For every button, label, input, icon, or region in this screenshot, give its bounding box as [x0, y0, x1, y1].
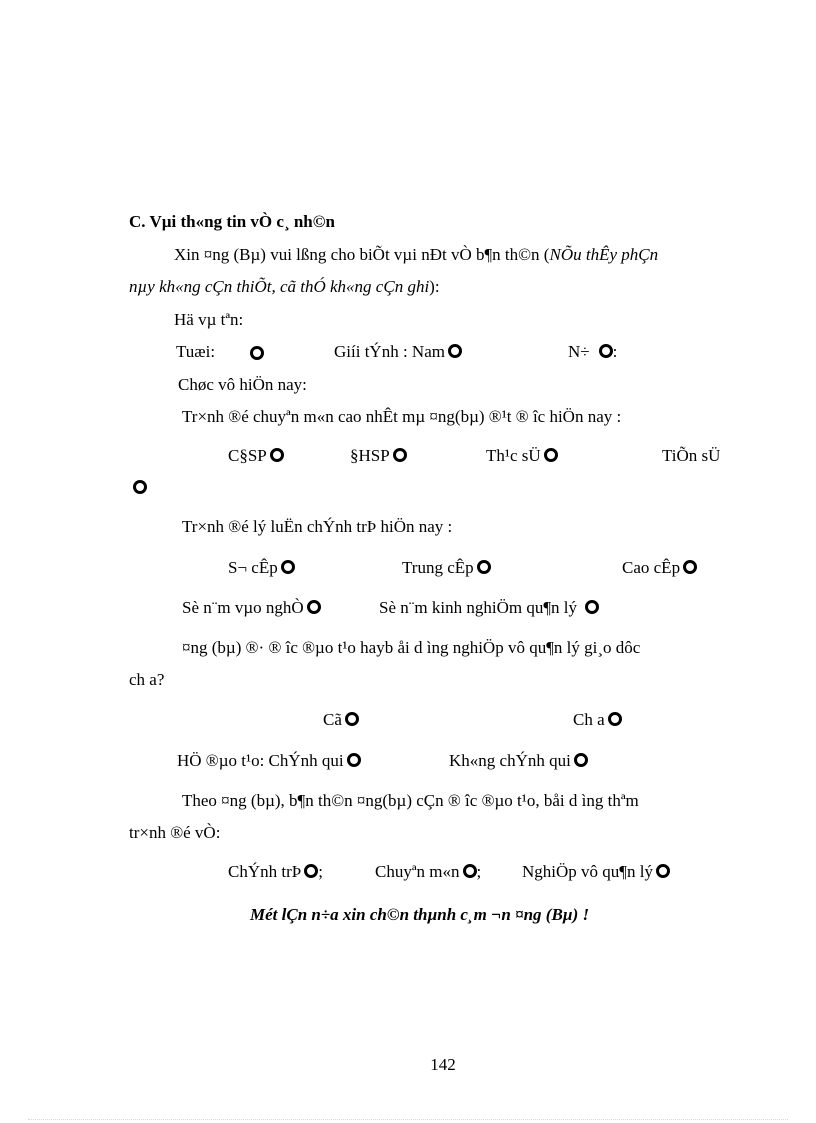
pol-advanced-circle[interactable]: [683, 560, 697, 574]
years-teaching-circle[interactable]: [307, 600, 321, 614]
age-label: Tuæi:: [176, 342, 216, 361]
mode-regular-circle[interactable]: [347, 753, 361, 767]
prof-option-phd: TiÕn sÜ: [662, 446, 721, 465]
pol-option-basic: S¬ cÊp: [228, 558, 295, 578]
years-mgmt: Sè n¨m kinh nghiÖm qu¶n lý: [379, 598, 599, 618]
prof-masters-circle[interactable]: [544, 448, 558, 462]
need-option-expertise: Chuyªn m«n ;: [375, 862, 482, 881]
male-circle[interactable]: [448, 344, 462, 358]
job-label: Chøc vô hiÖn nay:: [178, 375, 307, 394]
training-question-1: ¤ng (bµ) ®· ® îc ®µo t¹o hayb åi d ìng nghiÖp vô qu¶n lý gi¸o dôc: [182, 638, 641, 657]
mode-irregular: Kh«ng chÝnh qui: [449, 751, 588, 771]
female-label: N÷ :: [568, 342, 618, 361]
mode-irregular-circle[interactable]: [574, 753, 588, 767]
training-question-2: ch a?: [129, 670, 165, 689]
intro-end: ):: [429, 277, 440, 296]
intro-line-2: [129, 277, 440, 297]
prof-option-cdsp: C§SP: [228, 446, 284, 466]
pol-option-advanced: Cao cÊp: [622, 558, 697, 578]
prof-option-dhsp: §HSP: [350, 446, 407, 466]
mode-regular: HÖ ®µo t¹o: ChÝnh qui: [177, 751, 361, 771]
need-option-politics: ChÝnh trÞ ;: [228, 862, 323, 881]
need-question-1: Theo ¤ng (bµ), b¶n th©n ¤ng(bµ) cÇn ® îc ®µo t¹o, båi d ìng thªm: [182, 791, 639, 810]
age-circle[interactable]: [250, 346, 264, 360]
need-expertise-circle[interactable]: [463, 864, 477, 878]
no-option: Ch a: [573, 710, 622, 730]
prof-cdsp-circle[interactable]: [270, 448, 284, 462]
intro-italic-2: nµy kh«ng cÇn thiÕt, cã thÓ kh«ng cÇn ghi: [129, 277, 430, 296]
footer-divider: [28, 1119, 788, 1120]
intro-text: Xin ¤ng (Bµ) vui lßng cho biÕt vµi nÐt vÒ b¶n th©n (: [174, 245, 550, 264]
need-option-management: NghiÖp vô qu¶n lý: [522, 862, 670, 882]
need-politics-circle[interactable]: [304, 864, 318, 878]
need-management-circle[interactable]: [656, 864, 670, 878]
intro-italic-1: NÕu thÊy phÇn: [549, 245, 659, 264]
gender-label: Giíi tÝnh : Nam: [334, 342, 462, 362]
name-label: Hä vµ tªn:: [174, 310, 244, 329]
heading: C. Vµi th«ng tin vÒ c¸ nh©n: [129, 212, 335, 231]
female-circle[interactable]: [599, 344, 613, 358]
pol-label: Tr×nh ®é lý luËn chÝnh trÞ hiÖn nay :: [182, 517, 453, 536]
pol-basic-circle[interactable]: [281, 560, 295, 574]
yes-option: Cã: [323, 710, 359, 730]
prof-dhsp-circle[interactable]: [393, 448, 407, 462]
prof-option-masters: Th¹c sÜ: [486, 446, 558, 466]
pol-option-intermediate: Trung cÊp: [402, 558, 491, 578]
pol-intermediate-circle[interactable]: [477, 560, 491, 574]
need-question-2: tr×nh ®é vÒ:: [129, 823, 221, 842]
prof-phd-circle[interactable]: [133, 480, 147, 494]
prof-label: Tr×nh ®é chuyªn m«n cao nhÊt mµ ¤ng(bµ) ®¹t ® îc hiÖn nay :: [182, 407, 622, 426]
yes-circle[interactable]: [345, 712, 359, 726]
years-teaching: Sè n¨m vµo nghÒ: [182, 598, 321, 618]
thanks: Mét lÇn n÷a xin ch©n thµnh c¸m ¬n ¤ng (Bµ) !: [250, 905, 590, 924]
intro-line-1: [174, 245, 731, 265]
no-circle[interactable]: [608, 712, 622, 726]
page-number: 142: [430, 1055, 456, 1074]
years-mgmt-circle[interactable]: [585, 600, 599, 614]
